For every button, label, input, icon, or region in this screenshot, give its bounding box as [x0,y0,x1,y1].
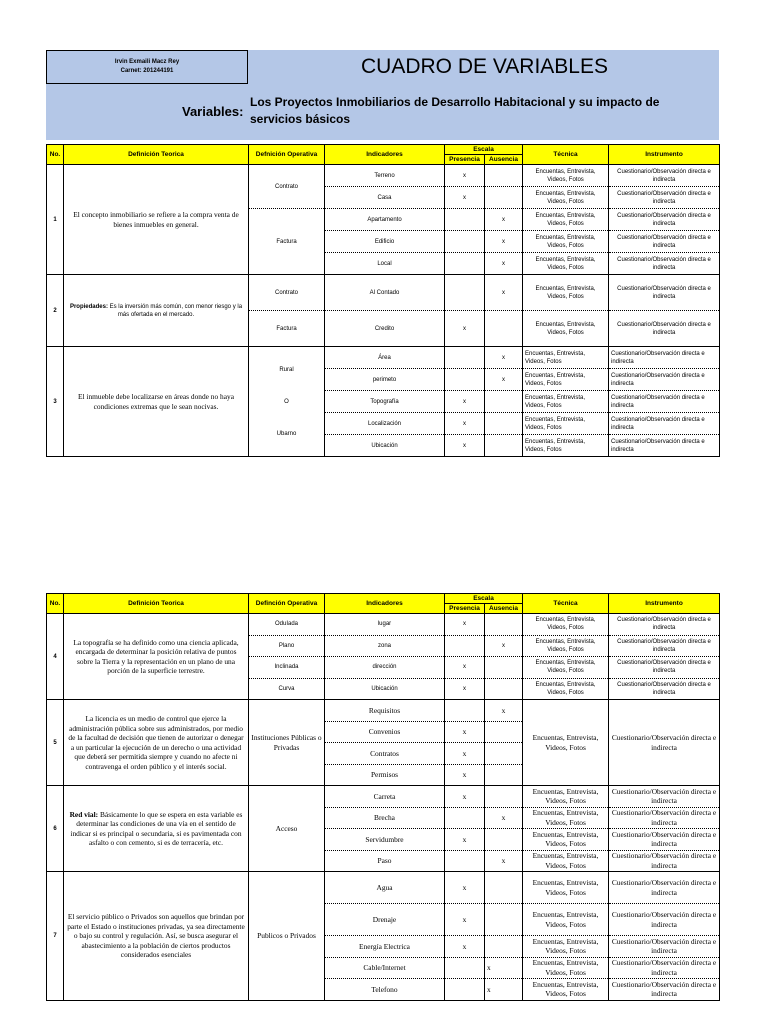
indicator-cell: Drenaje [325,904,445,936]
tecnica-cell: Encuentas, Entrevista, Videos, Fotos [523,904,609,936]
variables-table-1 [46,144,720,457]
indicator-cell: Ubicación [325,435,445,457]
indicator-cell: Permisos [325,764,445,786]
indicator-cell: Topografía [325,391,445,413]
indicator-cell: Contratos [325,743,445,765]
ausencia-cell [485,391,523,413]
ausencia-cell: x [485,231,523,253]
presencia-cell: x [445,657,485,679]
presencia-cell [445,231,485,253]
ausencia-cell: x [485,209,523,231]
table-row [47,347,720,369]
col-indicadores: Indicadores [325,145,445,165]
col-escala: Escala [445,145,523,155]
tecnica-cell: Encuentas, Entrevista, Videos, Fotos [523,369,609,391]
indicator-cell: Casa [325,187,445,209]
indicator-cell: Cable/Internet [325,957,445,979]
presencia-cell [445,807,485,829]
operativa-option: Ubarno [276,430,297,437]
presencia-cell [445,369,485,391]
teorica-definition: El servicio público o Privados son aquellos que brindan por parte el Estado o instituciones privadas, ya sea directamente o bajo su control y regulación. Así, se busca asegurar el abastecimiento a la población de ciertos productos considerados esenciales [64,872,249,1001]
col-tecnica: Técnica [523,594,609,614]
instrumento-cell: Cuestionario/Observación directa e indirecta [609,786,720,808]
indicator-cell: Ubicación [325,678,445,700]
instrumento-cell: Cuestionario/Observación directa e indirecta [609,657,720,679]
presencia-cell: x [445,435,485,457]
instrumento-cell: Cuestionario/Observación directa e indirecta [609,231,720,253]
col-escala: Escala [445,594,523,604]
author-carnet: Carnet: 201244191 [120,68,174,74]
tecnica-cell: Encuentas, Entrevista, Videos, Fotos [523,347,609,369]
row-number: 1 [47,165,64,275]
presencia-cell [445,850,485,872]
ausencia-cell: x [485,369,523,391]
operativa-cell: Curva [249,678,325,700]
indicator-cell: Servidumbre [325,829,445,851]
presencia-cell [445,347,485,369]
presencia-cell [445,275,485,311]
indicator-cell: Paso [325,850,445,872]
presencia-cell: x [445,743,485,765]
ausencia-cell: x [485,275,523,311]
operativa-cell: Inclinada [249,657,325,679]
tecnica-cell: Encuentas, Entrevista, Videos, Fotos [523,187,609,209]
operativa-option: O [284,398,289,405]
indicator-cell: Apartamento [325,209,445,231]
instrumento-cell: Cuestionario/Observación directa e indirecta [609,209,720,231]
indicator-cell: Convenios [325,721,445,743]
definition-term: Red vial: [69,809,99,819]
tecnica-cell: Encuentas, Entrevista, Videos, Fotos [523,872,609,904]
tecnica-cell: Encuentas, Entrevista, Videos, Fotos [523,657,609,679]
ausencia-cell [485,311,523,347]
tecnica-cell: Encuentas, Entrevista, Videos, Fotos [523,979,609,1001]
instrumento-cell: Cuestionario/Observación directa e indirecta [609,413,720,435]
indicator-cell: Terreno [325,165,445,187]
tecnica-cell: Encuentas, Entrevista, Videos, Fotos [523,614,609,636]
presencia-cell: x [445,721,485,743]
teorica-definition: La topografía se ha definido como una ciencia aplicada, encargada de determinar la posición relativa de puntos sobre la Tierra y la representación en un plano de una porción de la superficie terrestre. [64,614,249,700]
teorica-definition: La licencia es un medio de control que ejerce la administración pública sobre sus administrados, por medio de la facultad de decisión que tienen de autorizar o denegar a un particular la ejecución de un derecho o una actividad que deberá ser permitida siempre y cuando no afecte ni contravenga el orden público y el interés social. [64,700,249,786]
author-box [46,50,248,84]
col-definicion-operativa: Definción Operativa [249,594,325,614]
tecnica-cell: Encuentas, Entrevista, Videos, Fotos [523,435,609,457]
ausencia-cell [485,614,523,636]
tecnica-cell: Encuentas, Entrevista, Videos, Fotos [523,391,609,413]
presencia-cell: x [445,764,485,786]
presencia-cell: x [445,165,485,187]
ausencia-cell: x [485,253,523,275]
table-row [47,872,720,904]
col-definicion-teorica: Definición Teorica [64,594,249,614]
ausencia-cell [485,764,523,786]
instrumento-cell: Cuestionario/Observación directa e indirecta [609,678,720,700]
teorica-definition [64,786,249,872]
instrumento-cell: Cuestionario/Observación directa e indirecta [609,979,720,1001]
author-name: Irvin Exmaili Macz Rey [114,59,180,65]
col-tecnica: Técnica [523,145,609,165]
ausencia-cell [485,743,523,765]
indicator-cell: Carreta [325,786,445,808]
operativa-cell: Publicos o Privados [249,872,325,1001]
ausencia-cell: x [485,700,523,722]
indicator-cell: lugar [325,614,445,636]
operativa-cell [249,347,325,457]
instrumento-cell: Cuestionario/Observación directa e indirecta [609,187,720,209]
operativa-cell: Factura [249,209,325,275]
tecnica-cell: Encuentas, Entrevista, Videos, Fotos [523,850,609,872]
table-row [47,786,720,808]
table-row [47,614,720,636]
col-no: No. [47,594,64,614]
presencia-cell [445,253,485,275]
operativa-cell: Instituciones Públicas o Privadas [249,700,325,786]
ausencia-cell: x [485,635,523,657]
presencia-cell: x [445,829,485,851]
col-instrumento: Instrumento [609,594,720,614]
row-number: 4 [47,614,64,700]
indicator-cell: dirección [325,657,445,679]
ausencia-cell [485,872,523,904]
operativa-cell: Factura [249,311,325,347]
operativa-option: Rural [279,366,294,373]
presencia-cell [445,700,485,722]
definition-text: Básicamente lo que se espera en esta variable es determinar las condiciones de una vía en el sentido de indicar si es principal o secundaria, si es pavimentada con asfalto o con cemento, si es de terracería, etc. [70,809,243,847]
ausencia-cell [485,187,523,209]
instrumento-cell: Cuestionario/Observación directa e indirecta [609,829,720,851]
instrumento-cell: Cuestionario/Observación directa e indirecta [609,904,720,936]
presencia-cell: x [445,904,485,936]
col-ausencia: Ausencia [485,604,523,614]
instrumento-cell: Cuestionario/Observación directa e indirecta [609,700,720,786]
definition-term: Propiedades: [69,303,108,310]
tecnica-cell: Encuentas, Entrevista, Videos, Fotos [523,678,609,700]
instrumento-cell: Cuestionario/Observación directa e indirecta [609,391,720,413]
ausencia-cell [485,678,523,700]
indicator-cell: Localización [325,413,445,435]
instrumento-cell: Cuestionario/Observación directa e indirecta [609,614,720,636]
instrumento-cell: Cuestionario/Observación directa e indirecta [609,936,720,958]
tecnica-cell: Encuentas, Entrevista, Videos, Fotos [523,957,609,979]
ausencia-cell: x [485,347,523,369]
instrumento-cell: Cuestionario/Observación directa e indirecta [609,369,720,391]
presencia-cell: x [445,391,485,413]
indicator-cell: Credito [325,311,445,347]
col-instrumento: Instrumento [609,145,720,165]
ausencia-cell [485,165,523,187]
ausencia-cell: x [485,979,523,1001]
instrumento-cell: Cuestionario/Observación directa e indirecta [609,850,720,872]
indicator-cell: Agua [325,872,445,904]
col-definicion-teorica: Definición Teorica [64,145,249,165]
col-indicadores: Indicadores [325,594,445,614]
col-presencia: Presencia [445,604,485,614]
row-number: 5 [47,700,64,786]
ausencia-cell [485,904,523,936]
presencia-cell: x [445,187,485,209]
presencia-cell: x [445,936,485,958]
indicator-cell: Requisitos [325,700,445,722]
presencia-cell: x [445,614,485,636]
ausencia-cell [485,657,523,679]
presencia-cell [445,957,485,979]
row-number: 2 [47,275,64,347]
presencia-cell [445,209,485,231]
teorica-definition: El inmueble debe localizarse en áreas donde no haya condiciones extremas que le sean nocivas. [64,347,249,457]
row-number: 3 [47,347,64,457]
presencia-cell: x [445,413,485,435]
tecnica-cell: Encuentas, Entrevista, Videos, Fotos [523,311,609,347]
tecnica-cell: Encuentas, Entrevista, Videos, Fotos [523,807,609,829]
page-title: CUADRO DE VARIABLES [360,55,608,78]
instrumento-cell: Cuestionario/Observación directa e indirecta [609,807,720,829]
presencia-cell [445,635,485,657]
presencia-cell: x [445,311,485,347]
variables-label: Variables: [182,104,244,119]
table-row [47,165,720,187]
tecnica-cell: Encuentas, Entrevista, Videos, Fotos [523,829,609,851]
col-presencia: Presencia [445,155,485,165]
ausencia-cell: x [485,850,523,872]
tecnica-cell: Encuentas, Entrevista, Videos, Fotos [523,231,609,253]
tecnica-cell: Encuentas, Entrevista, Videos, Fotos [523,275,609,311]
instrumento-cell: Cuestionario/Observación directa e indirecta [609,635,720,657]
operativa-cell: Plano [249,635,325,657]
presencia-cell: x [445,872,485,904]
row-number: 6 [47,786,64,872]
table-row [47,275,720,311]
indicator-cell: zona [325,635,445,657]
tecnica-cell: Encuentas, Entrevista, Videos, Fotos [523,635,609,657]
col-definicion-operativa: Defnición Operativa [249,145,325,165]
definition-text: Es la inversión más común, con menor riesgo y la más ofertada en el mercado. [107,303,243,318]
ausencia-cell [485,786,523,808]
indicator-cell: Local [325,253,445,275]
ausencia-cell: x [485,807,523,829]
operativa-cell: Contrato [249,275,325,311]
tecnica-cell: Encuentas, Entrevista, Videos, Fotos [523,209,609,231]
teorica-definition [64,275,249,347]
tecnica-cell: Encuentas, Entrevista, Videos, Fotos [523,936,609,958]
row-number: 7 [47,872,64,1001]
ausencia-cell [485,413,523,435]
indicator-cell: Al Contado [325,275,445,311]
presencia-cell [445,979,485,1001]
presencia-cell: x [445,678,485,700]
tecnica-cell: Encuentas, Entrevista, Videos, Fotos [523,413,609,435]
ausencia-cell: x [485,957,523,979]
operativa-cell: OduIada [249,614,325,636]
col-ausencia: Ausencia [485,155,523,165]
presencia-cell: x [445,786,485,808]
tecnica-cell: Encuentas, Entrevista, Videos, Fotos [523,786,609,808]
ausencia-cell [485,435,523,457]
instrumento-cell: Cuestionario/Observación directa e indirecta [609,957,720,979]
instrumento-cell: Cuestionario/Observación directa e indirecta [609,872,720,904]
teorica-definition: El concepto inmobiliario se refiere a la compra venta de bienes inmuebles en general. [64,165,249,275]
indicator-cell: Telefono [325,979,445,1001]
ausencia-cell [485,829,523,851]
tecnica-cell: Encuentas, Entrevista, Videos, Fotos [523,700,609,786]
ausencia-cell [485,936,523,958]
indicator-cell: Energía Electrica [325,936,445,958]
indicator-cell: Brecha [325,807,445,829]
tecnica-cell: Encuentas, Entrevista, Videos, Fotos [523,253,609,275]
indicator-cell: Edificio [325,231,445,253]
tecnica-cell: Encuentas, Entrevista, Videos, Fotos [523,165,609,187]
table-row [47,700,720,722]
instrumento-cell: Cuestionario/Observación directa e indirecta [609,347,720,369]
instrumento-cell: Cuestionario/Observación directa e indirecta [609,311,720,347]
instrumento-cell: Cuestionario/Observación directa e indirecta [609,253,720,275]
col-no: No. [47,145,64,165]
variables-text: Los Proyectos Inmobiliarios de Desarrollo Habitacional y su impacto de servicios básicos [250,95,660,126]
ausencia-cell [485,721,523,743]
operativa-cell: Contrato [249,165,325,209]
instrumento-cell: Cuestionario/Observación directa e indirecta [609,165,720,187]
indicator-cell: perimeto [325,369,445,391]
indicator-cell: Área [325,347,445,369]
instrumento-cell: Cuestionario/Observación directa e indirecta [609,275,720,311]
operativa-cell: Acceso [249,786,325,872]
instrumento-cell: Cuestionario/Observación directa e indirecta [609,435,720,457]
variables-table-2 [46,593,720,1001]
